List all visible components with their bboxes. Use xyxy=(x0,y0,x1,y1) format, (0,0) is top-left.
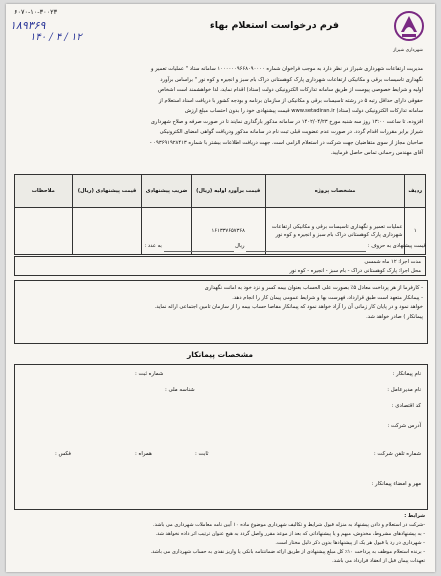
condition-line: - به پیشنهادهای مشروط، مخدوش، مبهم و یا پیشنهاداتی که بعد از موعد مقرر واصل گردد به هیچ عنوان ترتیب اثر داده نخواهد شد. xyxy=(155,531,425,537)
condition-line: -شرکت در استعلام و دادن پیشنهاد به منزله قبول شرایط و تکالیف شهرداری موضوع ماده ۱۰ آیین نامه معاملات شهرداری می باشد. xyxy=(152,522,425,528)
logo-label: شهرداری شیراز xyxy=(393,48,423,53)
currency-label: ریال xyxy=(235,243,245,249)
notes-box xyxy=(14,280,428,344)
table-header-cell: ملاحظات xyxy=(15,175,73,208)
note-line: - پیمانکار متعهد است طبق قرارداد، فهرست بها و شرایط عمومی پیمان کار را انجام دهد. xyxy=(232,294,423,301)
intro-line: حقوقی دارای حداقل رتبه ۵ در رشته تاسیسات برقی و مکانیکی از سازمان برنامه و بودجه کشور با دریافت اسناد استعلام از xyxy=(158,97,423,104)
execution-duration: مدت اجرا: ۱۲ ماه شمسی xyxy=(364,259,421,265)
table-cell-index: ۱ xyxy=(405,208,426,255)
intro-line: صاحبان مجاز از سوی متقاضیان جهت شرکت در استعلام الزامی است. جهت دریافت اطلاعات بیشتر با شماره ۰۹۳۶۹۱۹۲۸۴۱۳ - xyxy=(149,139,423,146)
note-line: - کارفرما از هر پرداخت معادل ۵٪ بصورت علی الحساب بعنوان بیمه کسر و نزد خود به امانت نگهداری xyxy=(204,285,423,291)
execution-row xyxy=(14,256,426,276)
offer-words-input[interactable] xyxy=(246,242,366,252)
national-id-field[interactable]: شناسه ملی : xyxy=(165,387,195,393)
table-cell-estimate: ۱۶۱۳۳۷۶۵۷۳۶۸ xyxy=(191,208,265,255)
company-address-field[interactable]: آدرس شرکت : xyxy=(387,423,421,429)
conditions-block xyxy=(17,512,425,566)
condition-line: - شهرداری در رد یا قبول هر یک از پیشنهادها بدون ذکر دلیل مختار است. xyxy=(275,540,425,546)
notes-text xyxy=(23,284,423,322)
offer-words-row xyxy=(14,242,426,252)
conditions-lines xyxy=(17,521,425,566)
intro-line: سامانه تدارکات الکترونیکی دولت (ستاد) www.setadiran.ir قیمت پیشنهادی خود را بدون احتساب مبلغ ارزش xyxy=(184,108,423,114)
table-header-cell: قیمت پیشنهادی (ریال) xyxy=(72,175,142,208)
conditions-title: شرایط : xyxy=(404,513,425,519)
intro-line: اولیه و شرایط خصوصی پیوست از طریق سامانه تدارکات الکترونیکی دولت (ستاد) اقدام نماید، لذا خواهشمند است اشخاص xyxy=(157,87,423,93)
table-cell-description: عملیات تعمیر و نگهداری تاسیسات برقی و مکانیکی ارتفاعات شهرداری پارک کوهستانی دراک بام سبز و انجیره و کوه نور xyxy=(265,208,405,255)
execution-location: محل اجرا: پارک کوهستانی دراک - بام سبز - انجیره - کوه نور xyxy=(289,268,421,274)
fixed-phone-field[interactable]: ثابت : xyxy=(195,451,209,457)
reference-number: ۶۰۷۰-۱۰-۳۰۰۲۳ xyxy=(14,8,58,16)
registration-number-field[interactable]: شماره ثبت : xyxy=(135,371,164,377)
handwritten-date: ۱۲ / ۴ / ۱۴۰ xyxy=(30,32,82,43)
table-header-row xyxy=(15,175,426,208)
intro-paragraph xyxy=(19,64,423,159)
intro-line: افزوده، تا ساعت ۱۳:۰۰ روز سه شنبه مورخ ۱۴۰۲/۰۴/۲۳ در سامانه مذکور بارگذاری نمایند تا در صورت صرفه و صلاح شهرداری xyxy=(150,118,423,125)
table-header-cell: ردیف xyxy=(405,175,426,208)
economic-code-field[interactable]: کد اقتصادی : xyxy=(391,403,421,409)
condition-line: - برنده استعلام موظف به پرداخت ۱۰٪ کل مبلغ پیشنهادی از طریق ارائه ضمانتنامه بانکی یا واریز نقدی به حساب شهرداری می باشد. xyxy=(150,549,425,555)
note-line: پیمانکار ) صادر خواهد شد. xyxy=(366,313,423,320)
handwritten-number: ۱۸۹۳۶۹ xyxy=(10,19,46,32)
offer-number-input[interactable] xyxy=(164,242,234,252)
intro-line: نگهداری تاسیسات برقی و مکانیکی ارتفاعات شهرداری پارک کوهستانی دراک بام سبز و انجیره و کوه نور " براساس برآورد xyxy=(160,76,423,83)
contractor-name-field[interactable]: نام پیمانکار : xyxy=(392,371,421,377)
intro-line: آقای مهندس رحمانی تماس حاصل فرمایید. xyxy=(330,150,423,156)
table-header-cell: قیمت برآورد اولیه (ریال) xyxy=(191,175,265,208)
contractor-heading: مشخصات پیمانکار xyxy=(186,350,254,359)
mobile-field[interactable]: همراه : xyxy=(135,451,152,457)
intro-line: شیراز برابر مقررات اقدام گردد. در صورت عدم عضویت قبلی ثبت نام در سامانه مذکور ودریافت گواهی امضای الکترونیکی xyxy=(159,129,423,135)
form-title: فرم درخواست استعلام بهاء xyxy=(209,20,339,31)
offer-number-label: به عدد : xyxy=(144,243,162,249)
contractor-box xyxy=(14,364,428,510)
offer-words-label: قیمت پیشنهادی به حروف : xyxy=(367,243,426,249)
note-line: خواهد نمود و در پایان کار زمانی آن را آزاد خواهد نمود که پیمانکار مفاصا حساب بیمه را از سازمان تامین اجتماعی ارائه نماید. xyxy=(154,304,423,310)
stamp-signature-field[interactable]: مهر و امضاء پیمانکار : xyxy=(371,481,421,487)
document-page xyxy=(6,4,435,572)
intro-line: مدیریت ارتفاعات شهرداری شیراز در نظر دارد به موجب فراخوان شماره ۱۰۰۰۰۰۰۹۶۶۸۰۹۰۰۰۰ سامانه ستاد " عملیات تعمیر و xyxy=(151,66,423,72)
phone-field[interactable]: شماره تلفن شرکت : xyxy=(373,451,421,457)
manager-name-field[interactable]: نام مدیرعامل : xyxy=(387,387,421,393)
table-header-cell: مشخصات پروژه xyxy=(265,175,405,208)
condition-line: تعهدات پیمان قبل از انعقاد قرارداد می باشد. xyxy=(332,558,425,564)
table-header-cell: ضریب پیشنهادی xyxy=(142,175,191,208)
fax-field[interactable]: فکس : xyxy=(55,451,71,457)
